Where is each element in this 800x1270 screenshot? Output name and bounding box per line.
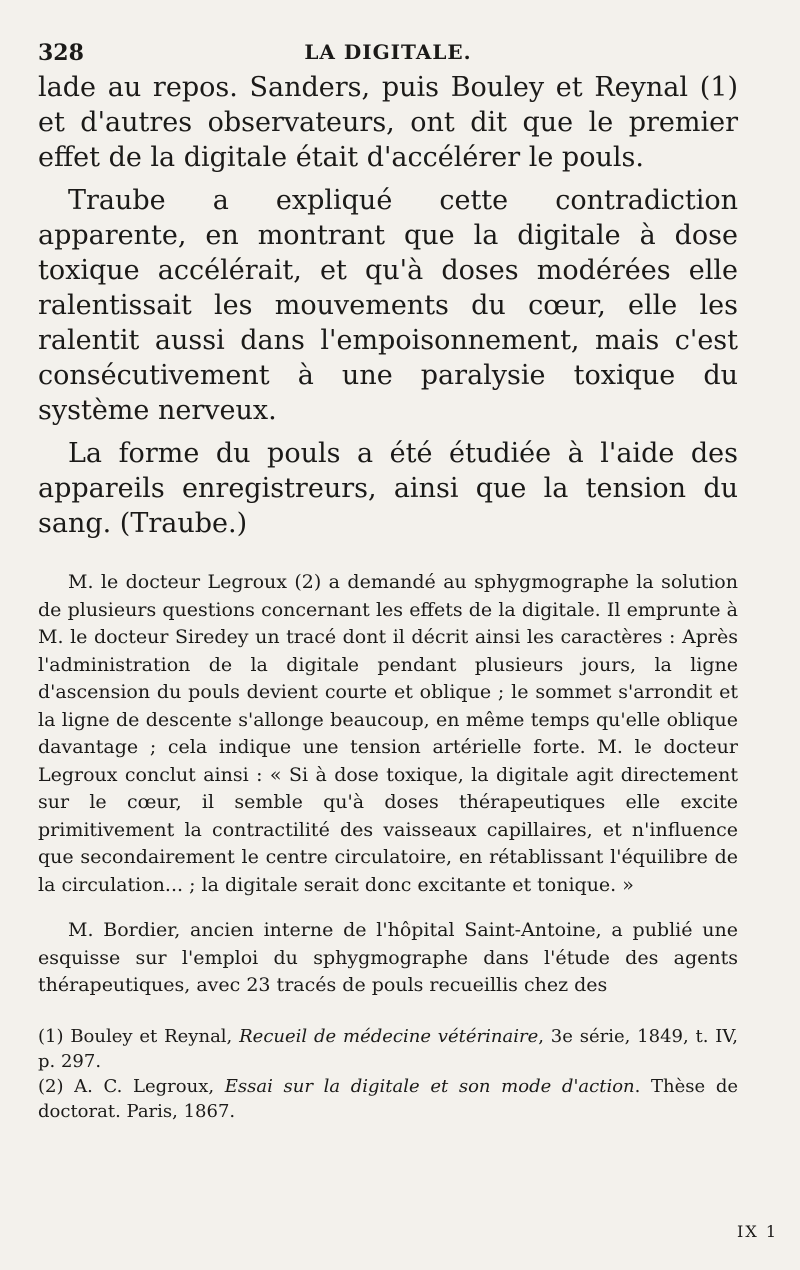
running-title: LA DIGITALE. bbox=[304, 40, 472, 64]
page-header bbox=[38, 30, 738, 70]
footnote-2-title: Essai sur la digitale et son mode d'action bbox=[224, 1075, 635, 1097]
signature-mark: IX 1 bbox=[737, 1222, 778, 1241]
page-number: 328 bbox=[38, 40, 84, 66]
footnote-2 bbox=[38, 1074, 738, 1124]
footnote-2-ref: . Thèse de doctorat. Paris, 1867. bbox=[38, 1075, 738, 1122]
paragraph-2: Traube a expliqué cette contradiction apparente, en montrant que la digitale à dose toxique accélérait, et qu'à doses modérées elle ralentissait les mouvements du cœur, elle les ralentit aussi dans l'empoisonnement, mais c'est consécutivement à une paralysie toxique du système nerveux. bbox=[38, 185, 738, 426]
paragraph-3: La forme du pouls a été étudiée à l'aide des appareils enregistreurs, ainsi que la tension du sang. (Traube.) bbox=[38, 438, 738, 539]
page bbox=[38, 30, 738, 1124]
paragraph-bordier: M. Bordier, ancien interne de l'hôpital Saint-Antoine, a publié une esquisse sur l'emploi du sphygmographe dans l'étude des agents thérapeutiques, avec 23 tracés de pouls recueillis chez des bbox=[38, 919, 738, 996]
footnote-1-text: (1) Bouley et Reynal, bbox=[38, 1025, 240, 1047]
footnote-1-ref: , 3e série, 1849, t. IV, p. 297. bbox=[38, 1025, 738, 1072]
footnote-1-title: Recueil de médecine vétérinaire bbox=[239, 1025, 539, 1047]
paragraph-legroux: M. le docteur Legroux (2) a demandé au sphygmographe la solution de plusieurs questions concernant les effets de la digitale. Il emprunte à M. le docteur Siredey un tracé dont il décrit ainsi les caractères : Après l'administration de la digitale pendant plusieurs jours, la ligne d'ascension du pouls devient courte et oblique ; le sommet s'arrondit et la ligne de descente s'allonge beaucoup, en même temps qu'elle oblique davantage ; cela indique une tension artérielle forte. M. le docteur Legroux conclut ainsi : « Si à dose toxique, la digitale agit directement sur le cœur, il semble qu'à doses thérapeutiques elle excite primitivement la contractilité des vaisseaux capillaires, et n'influence que secondairement le centre circulatoire, en rétablissant l'équilibre de la circulation... ; la digitale serait donc excitante et tonique. » bbox=[38, 571, 738, 896]
footnote-2-text: (2) A. C. Legroux, bbox=[38, 1075, 225, 1097]
paragraph-1: lade au repos. Sanders, puis Bouley et Reynal (1) et d'autres observateurs, ont dit que le premier effet de la digitale était d'accélérer le pouls. bbox=[38, 72, 738, 173]
footnote-1 bbox=[38, 1024, 738, 1074]
